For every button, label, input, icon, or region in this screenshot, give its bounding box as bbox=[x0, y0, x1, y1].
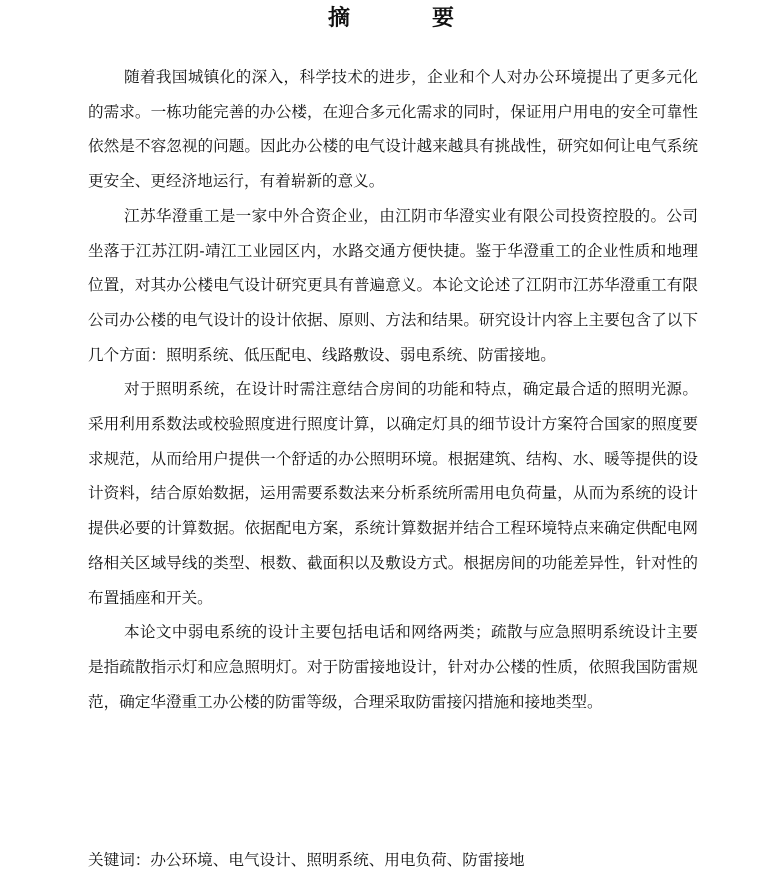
abstract-title: 摘 要 bbox=[327, 5, 484, 31]
keywords-line: 关键词：办公环境、电气设计、照明系统、用电负荷、防雷接地 bbox=[88, 851, 525, 869]
abstract-paragraph-4: 本论文中弱电系统的设计主要包括电话和网络两类；疏散与应急照明系统设计主要是指疏散指示灯和应急照明灯。对于防雷接地设计，针对办公楼的性质，依照我国防雷规范，确定华澄重工办公楼的防雷等级，合理采取防雷接闪措施和接地类型。 bbox=[88, 623, 698, 711]
abstract-paragraph-1: 随着我国城镇化的深入，科学技术的进步，企业和个人对办公环境提出了更多元化的需求。一栋功能完善的办公楼，在迎合多元化需求的同时，保证用户用电的安全可靠性依然是不容忽视的问题。因此办公楼的电气设计越来越具有挑战性，研究如何让电气系统更安全、更经济地运行，有着崭新的意义。 bbox=[88, 68, 698, 191]
abstract-paragraph-3: 对于照明系统，在设计时需注意结合房间的功能和特点，确定最合适的照明光源。采用利用系数法或校验照度进行照度计算，以确定灯具的细节设计方案符合国家的照度要求规范，从而给用户提供一个舒适的办公照明环境。根据建筑、结构、水、暖等提供的设计资料，结合原始数据，运用需要系数法来分析系统所需用电负荷量，从而为系统的设计提供必要的计算数据。依据配电方案，系统计算数据并结合工程环境特点来确定供配电网络相关区域导线的类型、根数、截面积以及敷设方式。根据房间的功能差异性，针对性的布置插座和开关。 bbox=[88, 380, 698, 607]
abstract-body bbox=[88, 60, 698, 719]
abstract-paragraph-2: 江苏华澄重工是一家中外合资企业，由江阴市华澄实业有限公司投资控股的。公司坐落于江苏江阴-靖江工业园区内，水路交通方便快捷。鉴于华澄重工的企业性质和地理位置，对其办公楼电气设计研究更具有普遍意义。本论文论述了江阴市江苏华澄重工有限公司办公楼的电气设计的设计依据、原则、方法和结果。研究设计内容上主要包含了以下几个方面：照明系统、低压配电、线路敷设、弱电系统、防雷接地。 bbox=[88, 206, 698, 364]
